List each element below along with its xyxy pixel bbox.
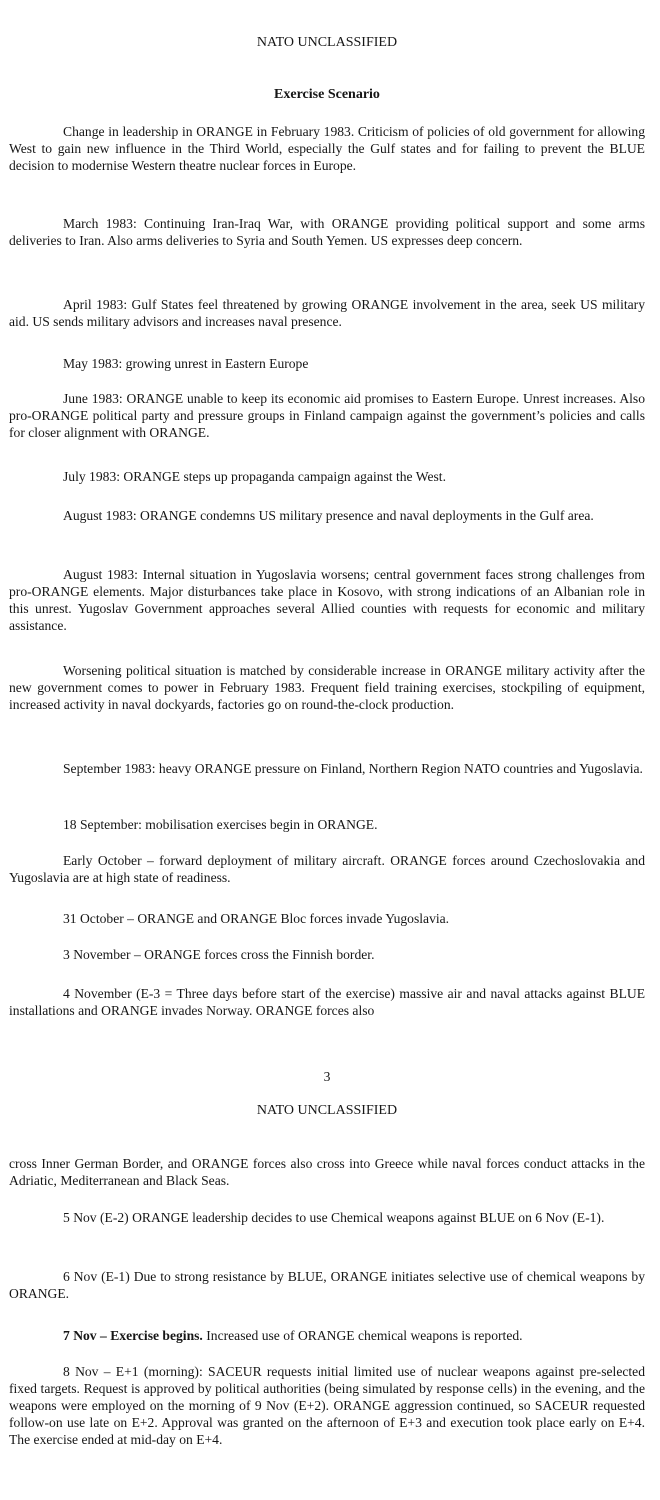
paragraph-6-nov: 6 Nov (E-1) Due to strong resistance by BLUE, ORANGE initiates selective use of chemical weapons by ORANGE. — [9, 1269, 645, 1301]
paragraph-7-nov — [9, 1327, 645, 1344]
paragraph-5-nov: 5 Nov (E-2) ORANGE leadership decides to use Chemical weapons against BLUE on 6 Nov (E-1). — [63, 1210, 605, 1225]
exercise-begins-text: Increased use of ORANGE chemical weapons is reported. — [202, 1328, 523, 1343]
paragraph-may-1983: May 1983: growing unrest in Eastern Europe — [63, 356, 309, 371]
footer-classification: NATO UNCLASSIFIED — [256, 1103, 398, 1118]
paragraph-8-nov: 8 Nov – E+1 (morning): SACEUR requests initial limited use of nuclear weapons against pre-selected fixed targets. Request is approved by political authorities (being simulated by response cells) in the evening, and the weapons were employed on the morning of 9 Nov (E+2). ORANGE aggression continued, so SACEUR requested follow-on use late on E+2. Approval was granted on the afternoon of E+3 and execution took place early on E+4. The exercise ended at mid-day on E+4. — [9, 1364, 645, 1447]
paragraph-march-1983: March 1983: Continuing Iran-Iraq War, with ORANGE providing political support and some arms deliveries to Iran. Also arms deliveries to Syria and South Yemen. US expresses deep concern. — [9, 216, 645, 248]
paragraph-continuation: cross Inner German Border, and ORANGE forces also cross into Greece while naval forces conduct attacks in the Adriatic, Mediterranean and Black Seas. — [9, 1156, 645, 1188]
header-classification: NATO UNCLASSIFIED — [256, 35, 398, 50]
paragraph-july-1983: July 1983: ORANGE steps up propaganda campaign against the West. — [63, 469, 446, 484]
document-title: Exercise Scenario — [274, 87, 380, 102]
paragraph-early-october: Early October – forward deployment of military aircraft. ORANGE forces around Czechoslovakia and Yugoslavia are at high state of readiness. — [9, 853, 645, 885]
page-number: 3 — [323, 1069, 331, 1084]
paragraph-4-november: 4 November (E-3 = Three days before start of the exercise) massive air and naval attacks against BLUE installations and ORANGE invades Norway. ORANGE forces also — [9, 986, 645, 1018]
paragraph-september-1983: September 1983: heavy ORANGE pressure on Finland, Northern Region NATO countries and Yugoslavia. — [63, 761, 643, 776]
paragraph-military-activity: Worsening political situation is matched by considerable increase in ORANGE military activity after the new government comes to power in February 1983. Frequent field training exercises, stockpiling of equipment, increased activity in naval dockyards, factories go on round-the-clock production. — [9, 663, 645, 712]
paragraph-31-october: 31 October – ORANGE and ORANGE Bloc forces invade Yugoslavia. — [63, 911, 450, 926]
paragraph-june-1983: June 1983: ORANGE unable to keep its economic aid promises to Eastern Europe. Unrest increases. Also pro-ORANGE political party and pressure groups in Finland campaign against the government’s policies and calls for closer alignment with ORANGE. — [9, 391, 645, 440]
paragraph-august-1983-yugoslavia: August 1983: Internal situation in Yugoslavia worsens; central government faces strong challenges from pro-ORANGE elements. Major disturbances take place in Kosovo, with strong indications of an Albanian role in this unrest. Yugoslav Government approaches several Allied counties with requests for economic and military assistance. — [9, 567, 645, 633]
paragraph-april-1983: April 1983: Gulf States feel threatened by growing ORANGE involvement in the area, seek US military aid. US sends military advisors and increases naval presence. — [9, 297, 645, 329]
paragraph-leadership-change: Change in leadership in ORANGE in February 1983. Criticism of policies of old government for allowing West to gain new influence in the Third World, especially the Gulf states and for failing to prevent the BLUE decision to modernise Western theatre nuclear forces in Europe. — [9, 124, 645, 173]
paragraph-august-1983-gulf: August 1983: ORANGE condemns US military presence and naval deployments in the Gulf area. — [63, 508, 594, 523]
paragraph-3-november: 3 November – ORANGE forces cross the Finnish border. — [63, 947, 375, 962]
paragraph-18-september: 18 September: mobilisation exercises begin in ORANGE. — [63, 817, 378, 832]
exercise-begins-lead: 7 Nov – Exercise begins. — [63, 1328, 203, 1343]
